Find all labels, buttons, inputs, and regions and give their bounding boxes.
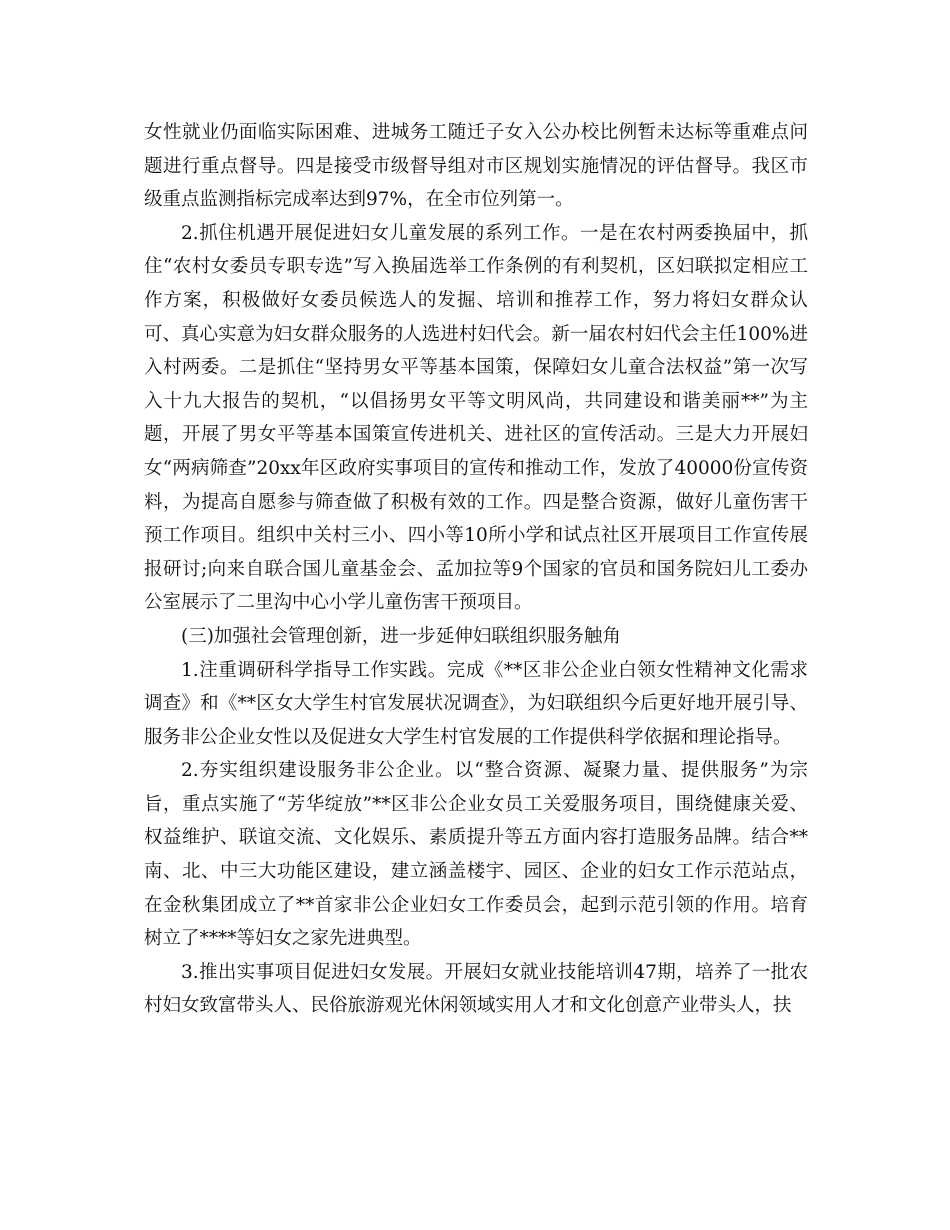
paragraph-opportunity-work: 2.抓住机遇开展促进妇女儿童发展的系列工作。一是在农村两委换届中，抓住“农村女委员专职专选”写入换届选举工作条例的有利契机，区妇联拟定相应工作方案，积极做好女委员候选人的发掘、培训和推荐工作，努力将妇女群众认可、真心实意为妇女群众服务的人选进村妇代会。新一届农村妇代会主任100%进入村两委。二是抓住“坚持男女平等基本国策，保障妇女儿童合法权益”第一次写入十九大报告的契机，“以倡扬男女平等文明风尚，共同建设和谐美丽**”为主题，开展了男女平等基本国策宣传进机关、进社区的宣传活动。三是大力开展妇女“两病筛查”20xx年区政府实事项目的宣传和推动工作，发放了40000份宣传资料，为提高自愿参与筛查做了积极有效的工作。四是整合资源，做好儿童伤害干预工作项目。组织中关村三小、四小等10所小学和试点社区开展项目工作宣传展报研讨;向来自联合国儿童基金会、孟加拉等9个国家的官员和国务院妇儿工委办公室展示了二里沟中心小学儿童伤害干预项目。 <box>144 222 808 614</box>
document-page <box>144 116 808 1023</box>
paragraph-projects: 3.推出实事项目促进妇女发展。开展妇女就业技能培训47期，培养了一批农村妇女致富带头人、民俗旅游观光休闲领域实用人才和文化创意产业带头人，扶 <box>144 961 808 1017</box>
paragraph-continuation: 女性就业仍面临实际困难、进城务工随迁子女入公办校比例暂未达标等重难点问题进行重点督导。四是接受市级督导组对市区规划实施情况的评估督导。我区市级重点监测指标完成率达到97%，在全市位列第一。 <box>144 122 808 211</box>
paragraph-research: 1.注重调研科学指导工作实践。完成《**区非公企业白领女性精神文化需求调查》和《**区女大学生村官发展状况调查》，为妇联组织今后更好地开展引导、服务非公企业女性以及促进女大学生村官发展的工作提供科学依据和理论指导。 <box>144 659 808 748</box>
section-heading: (三)加强社会管理创新，进一步延伸妇联组织服务触角 <box>181 625 621 647</box>
paragraph-organization: 2.夯实组织建设服务非公企业。以“整合资源、凝聚力量、提供服务”为宗旨，重点实施了“芳华绽放”**区非公企业女员工关爱服务项目，围绕健康关爱、权益维护、联谊交流、文化娱乐、素质提升等五方面内容打造服务品牌。结合**南、北、中三大功能区建设，建立涵盖楼宇、园区、企业的妇女工作示范站点，在金秋集团成立了**首家非公企业妇女工作委员会，起到示范引领的作用。培育树立了****等妇女之家先进典型。 <box>144 760 808 950</box>
